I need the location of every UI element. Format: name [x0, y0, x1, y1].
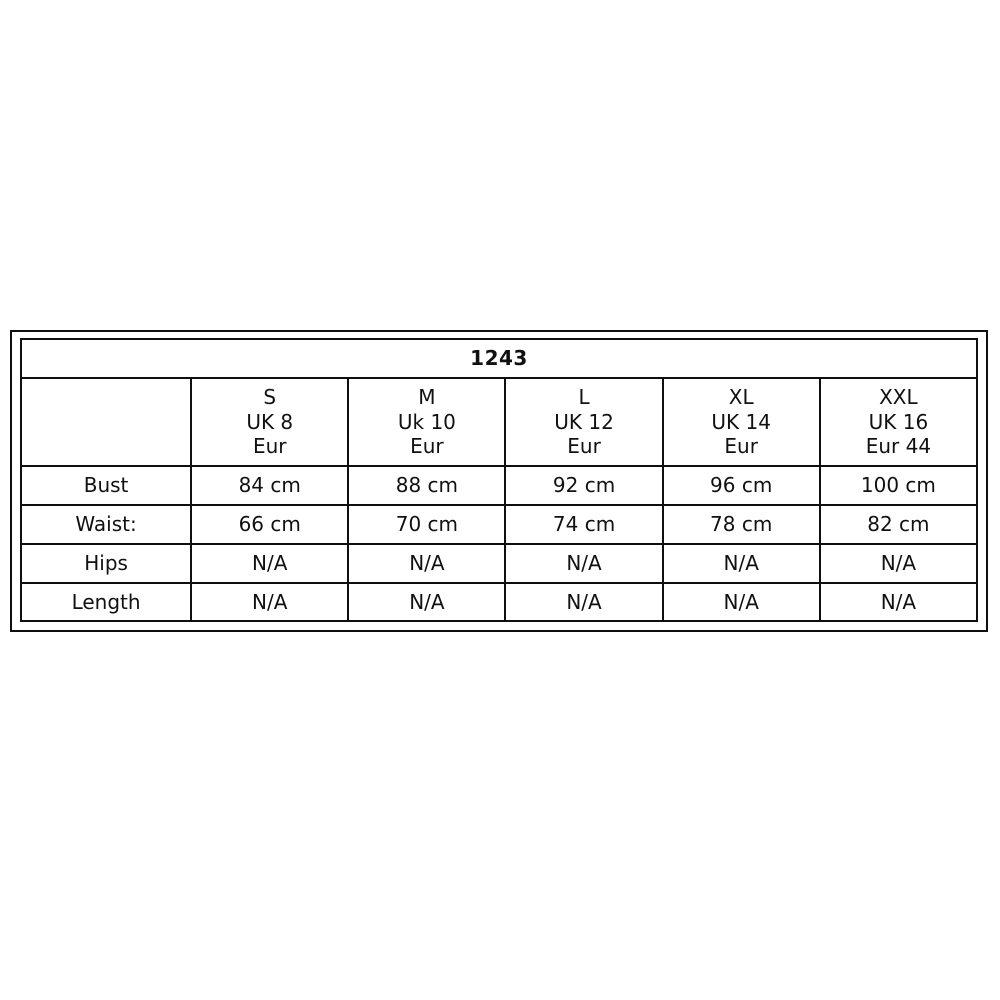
header-cell-l — [505, 378, 662, 466]
header-cell-m — [348, 378, 505, 466]
header-cell-s — [191, 378, 348, 466]
row-label-hips: Hips — [21, 544, 191, 583]
cell-length-s: N/A — [191, 583, 348, 622]
table-header-row — [21, 378, 977, 466]
eur-label-l: Eur — [567, 434, 601, 459]
cell-hips-m: N/A — [348, 544, 505, 583]
row-label-length: Length — [21, 583, 191, 622]
size-label-m: M — [418, 384, 436, 409]
size-chart-frame — [10, 330, 988, 632]
cell-bust-xl: 96 cm — [663, 466, 820, 505]
uk-label-l: UK 12 — [554, 409, 614, 434]
eur-label-s: Eur — [252, 434, 287, 459]
cell-length-xxl: N/A — [820, 583, 977, 622]
size-label-xxl: XXL — [879, 384, 918, 409]
header-corner-cell — [21, 378, 191, 466]
table-title-row — [21, 339, 977, 378]
table-row — [21, 466, 977, 505]
uk-label-xxl: UK 16 — [868, 409, 929, 434]
eur-label-m: Eur — [410, 434, 444, 459]
size-chart-table — [20, 338, 978, 622]
cell-waist-xl: 78 cm — [663, 505, 820, 544]
cell-hips-xxl: N/A — [820, 544, 977, 583]
cell-waist-m: 70 cm — [348, 505, 505, 544]
table-row — [21, 583, 977, 622]
uk-label-s: UK 8 — [246, 409, 294, 434]
cell-length-xl: N/A — [663, 583, 820, 622]
cell-bust-s: 84 cm — [191, 466, 348, 505]
header-cell-xl — [663, 378, 820, 466]
size-label-s: S — [263, 384, 277, 409]
cell-bust-xxl: 100 cm — [820, 466, 977, 505]
cell-waist-xxl: 82 cm — [820, 505, 977, 544]
cell-bust-l: 92 cm — [505, 466, 662, 505]
cell-length-l: N/A — [505, 583, 662, 622]
cell-waist-l: 74 cm — [505, 505, 662, 544]
cell-hips-s: N/A — [191, 544, 348, 583]
eur-label-xl: Eur — [724, 434, 758, 459]
size-label-xl: XL — [728, 384, 754, 409]
size-label-l: L — [578, 384, 590, 409]
cell-hips-xl: N/A — [663, 544, 820, 583]
row-label-waist: Waist: — [21, 505, 191, 544]
header-cell-xxl — [820, 378, 977, 466]
size-chart-sheet — [10, 330, 988, 632]
cell-length-m: N/A — [348, 583, 505, 622]
uk-label-m: Uk 10 — [397, 409, 456, 434]
cell-bust-m: 88 cm — [348, 466, 505, 505]
row-label-bust: Bust — [21, 466, 191, 505]
table-row — [21, 505, 977, 544]
cell-hips-l: N/A — [505, 544, 662, 583]
eur-label-xxl: Eur 44 — [865, 434, 932, 459]
page-title: 1243 — [21, 339, 977, 378]
cell-waist-s: 66 cm — [191, 505, 348, 544]
table-row — [21, 544, 977, 583]
uk-label-xl: UK 14 — [711, 409, 771, 434]
